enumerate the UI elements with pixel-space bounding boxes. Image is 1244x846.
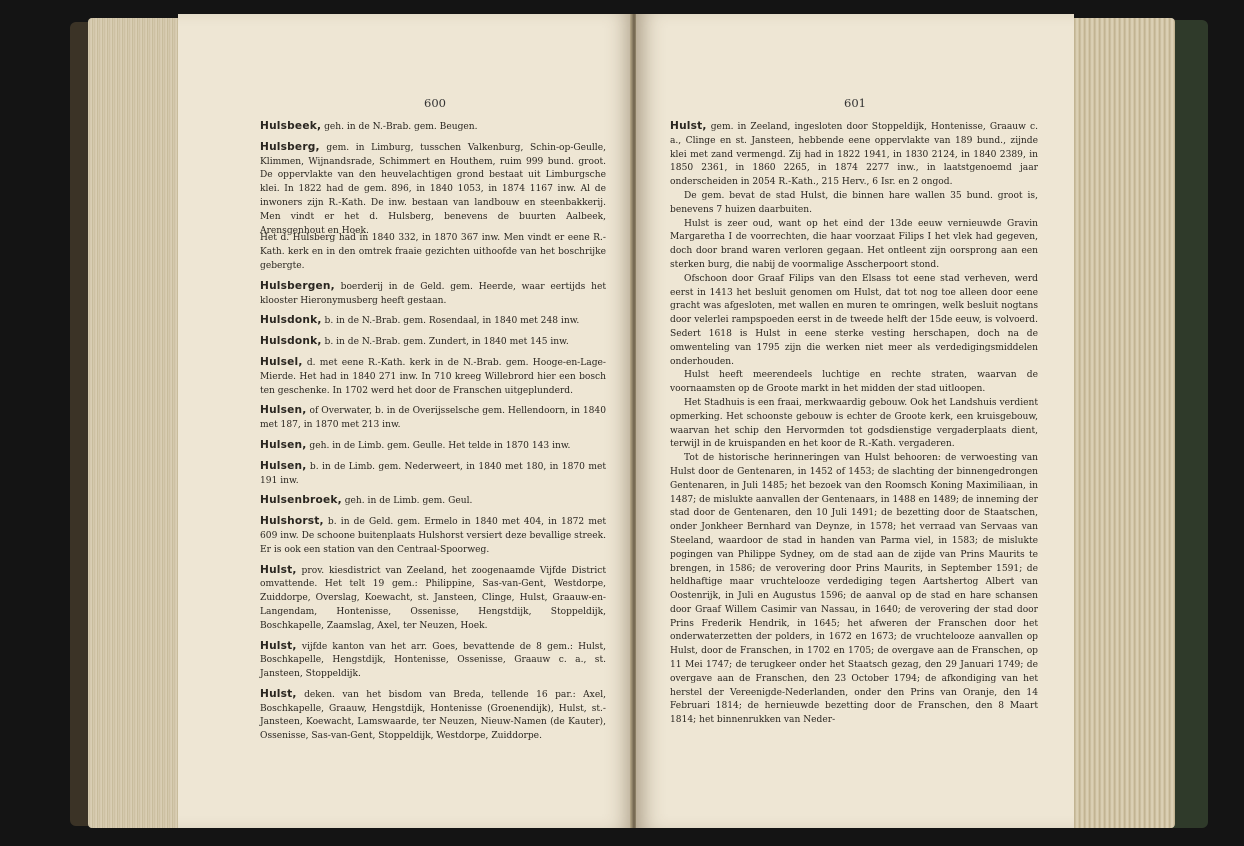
- entry-body: b. in de Limb. gem. Nederweert, in 1840 met 180, in 1870 met 191 inw.: [260, 461, 606, 486]
- entry-body: b. in de Geld. gem. Ermelo in 1840 met 404, in 1872 met 609 inw. De schoone buitenplaats Hulshorst versiert deze bevallige streek. Er is ook een station van den Centraal-Spoorweg.: [260, 517, 606, 555]
- article-paragraph: [670, 273, 1038, 370]
- dictionary-entry: [260, 141, 606, 239]
- dictionary-entry: [260, 494, 606, 509]
- entry-body: b. in de N.-Brab. gem. Rosendaal, in 1840 met 248 inw.: [321, 316, 580, 327]
- right-page: [636, 14, 1074, 828]
- article-paragraph: [670, 218, 1038, 273]
- entry-body: deken. van het bisdom van Breda, tellende 16 par.: Axel, Boschkapelle, Graauw, Hengstdijk, Hontenisse (Groenendijk), Hulst, st.-Jansteen, Koewacht, Lamswaarde, ter Neuzen, Nieuw-Namen (de Kauter), Ossenisse, Sas-van-Gent, Stoppeldijk, Westdorpe, Zuiddorpe.: [260, 689, 606, 742]
- dictionary-entry: [260, 439, 606, 454]
- dictionary-entry: [260, 120, 606, 135]
- entry-body: b. in de N.-Brab. gem. Zundert, in 1840 met 145 inw.: [321, 337, 569, 348]
- paragraph-text: gem. in Zeeland, ingesloten door Stoppeldijk, Hontenisse, Graauw c. a., Clinge en st. Jansteen, hebbende eene oppervlakte van 189 bund., zijnde klei met zand vermengd. Zij had in 1822 1941, in 1830 2124, in 1840 2389, in 1850 2361, in 1860 2265, in 1874 2277 inw., in laatstgenoemd jaar onderscheiden in 2054 R.-Kath., 215 Herv., 6 Isr. en 2 ongod.: [670, 122, 1038, 188]
- entry-headword: Hulshorst,: [260, 515, 324, 528]
- paragraph-text: De gem. bevat de stad Hulst, die binnen hare wallen 35 bund. groot is, benevens 7 huizen daarbuiten.: [670, 190, 1038, 215]
- entry-body: vijfde kanton van het arr. Goes, bevattende de 8 gem.: Hulst, Boschkapelle, Hengstdijk, Hontenisse, Ossenisse, Graauw c. a., st. Jansteen, Stoppeldijk.: [260, 641, 606, 680]
- dictionary-entry: [260, 356, 606, 398]
- entry-headword: Hulsbeek,: [260, 120, 322, 132]
- dictionary-entry: [260, 515, 606, 557]
- entry-body: geh. in de Limb. gem. Geul.: [341, 496, 473, 507]
- right-page-text: [670, 120, 1038, 728]
- entry-headword: Hulsbergen,: [260, 279, 335, 292]
- entry-headword: Hulsenbroek,: [260, 494, 342, 507]
- dictionary-entry: [260, 314, 606, 329]
- dictionary-entry: [260, 335, 606, 350]
- dictionary-entry: [260, 280, 606, 309]
- entry-headword: Hulst,: [260, 687, 297, 700]
- entry-headword: Hulsen,: [260, 459, 307, 472]
- page-block-edge-right: [1070, 18, 1175, 828]
- entry-headword: Hulst,: [670, 120, 707, 132]
- paragraph-text: Hulst is zeer oud, want op het eind der 13de eeuw vernieuwde Gravin Margaretha I de voorrechten, die haar voorzaat Filips I het vlek had gegeven, doch door brand waren verloren gegaan. Het ontleent zijn oorsprong aan een sterken burg, die nabij de voormalige Asscherpoort stond.: [670, 218, 1038, 270]
- entry-headword: Hulsdonk,: [260, 335, 322, 348]
- entry-headword: Hulst,: [260, 563, 297, 576]
- entry-body: boerderij in de Geld. gem. Heerde, waar eertijds het klooster Hieronymusberg heeft gestaan.: [260, 281, 606, 306]
- dictionary-entry: [260, 688, 606, 744]
- paragraph-text: Ofschoon door Graaf Filips van den Elsass tot eene stad verheven, werd eerst in 1413 het besluit genomen om Hulst, dat tot nog toe alleen door eene gracht was afgesloten, met wallen en muren te omringen, welk besluit nogtans door velerlei rampspoeden eerst in de tweede helft der 15de eeuw, is volvoerd. Sedert 1618 is Hulst in eene sterke vesting herschapen, doch na de omwenteling van 1795 zijn die werken niet meer als verdedigingsmiddelen onderhouden.: [670, 273, 1038, 367]
- paragraph-text: Het Stadhuis is een fraai, merkwaardig gebouw. Ook het Landshuis verdient opmerking. Het schoonste gebouw is echter de Groote kerk, een kruisgebouw, waarvan het schip den Hervormden tot godsdienstige vergaderplaats dient, terwijl in de kruispanden en het koor de R.-Kath. vergaderen.: [670, 397, 1038, 450]
- paragraph-text: Hulst heeft meerendeels luchtige en rechte straten, waarvan de voornaamsten op de Groote markt in het midden der stad uitloopen.: [670, 370, 1038, 395]
- dictionary-entry: [260, 232, 606, 273]
- entry-body: Het d. Hulsberg had in 1840 332, in 1870 367 inw. Men vindt er eene R.-Kath. kerk en in den omtrek fraaie gezichten uithoofde van het boschrijke gebergte.: [260, 233, 606, 271]
- entry-body: gem. in Limburg, tusschen Valkenburg, Schin-op-Geulle, Klimmen, Wijnandsrade, Schimmert en Houthem, ruim 999 bund. groot. De oppervlakte van den heuvelachtigen grond bestaat uit Limburgsche klei. In 1822 had de gem. 896, in 1840 1053, in 1874 1167 inw. Al de inwoners zijn R.-Kath. De inw. bestaan van landbouw en steenbakkerij. Men vindt er het d. Hulsberg, benevens de buurten Aalbeek, Arensgenhout en Hoek.: [260, 142, 606, 236]
- entry-body: geh. in de N.-Brab. gem. Beugen.: [321, 122, 478, 132]
- entry-body: prov. kiesdistrict van Zeeland, het zoogenaamde Vijfde District omvattende. Het telt 19 gem.: Philippine, Sas-van-Gent, Westdorpe, Zuiddorpe, Overslag, Koewacht, st. Jansteen, Clinge, Hulst, Graauw-en-Langendam, Hontenisse, Ossenisse, Hengstdijk, Stoppeldijk, Boschkapelle, Zaamslag, Axel, ter Neuzen, Hoek.: [260, 565, 606, 631]
- article-paragraph: [670, 452, 1038, 728]
- left-page-text: [260, 120, 606, 750]
- left-page: [178, 14, 634, 828]
- article-paragraph: [670, 369, 1038, 397]
- entry-headword: Hulsen,: [260, 438, 307, 451]
- article-paragraph: [670, 190, 1038, 218]
- article-paragraph: [670, 397, 1038, 452]
- dictionary-entry: [260, 564, 606, 634]
- entry-headword: Hulsel,: [260, 355, 303, 368]
- page-number-right: 601: [844, 96, 866, 110]
- entry-headword: Hulsen,: [260, 404, 307, 417]
- entry-headword: Hulsberg,: [260, 140, 320, 153]
- entry-body: d. met eene R.-Kath. kerk in de N.-Brab. gem. Hooge-en-Lage-Mierde. Het had in 1840 271 inw. In 710 kreeg Willebrord hier een bosch ten geschenke. In 1702 werd het door de Franschen uitgeplunderd.: [260, 357, 606, 396]
- entry-body: geh. in de Limb. gem. Geulle. Het telde in 1870 143 inw.: [306, 440, 571, 451]
- entry-headword: Hulsdonk,: [260, 314, 322, 327]
- page-block-edge-left: [88, 18, 180, 828]
- paragraph-text: Tot de historische herinneringen van Hulst behooren: de verwoesting van Hulst door de Gentenaren, in 1452 of 1453; de slachting der binnengedrongen Gentenaren, in Juli 1485; het bezoek van den Roomsch Koning Maximiliaan, in 1487; de mislukte aanvallen der Gentenaars, in 1488 en 1489; de inneming der stad door de Gentenaren, den 10 Juli 1491; de bezetting door de Staatschen, onder Jonkheer Bernhard van Deynze, in 1578; het verraad van Servaas van Steeland, waardoor de stad in handen van Parma viel, in 1583; de mislukte pogingen van Philippe Sydney, om de stad aan de zijde van Prins Maurits te brengen, in 1586; de verovering door Prins Maurits, in September 1591; de heldhaftige maar vruchtelooze verdediging tegen Aartshertog Albert van Oostenrijk, in Juli en Augustus 1596; de aanval op de stad en hare schansen door Graaf Willem Casimir van Nassau, in 1640; de verovering der stad door Prins Frederik Hendrik, in 1645; het afweren der Franschen door het onderwaterzetten der polders, in 1672 en 1673; de vruchtelooze aanvallen op Hulst, door de Franschen, in 1702 en 1705; de overgave aan de Franschen, op 11 Mei 1747; de terugkeer onder het Staatsch gezag, den 29 Januari 1749; de overgave aan de Franschen, den 23 October 1794; de afkondiging van het herstel der Vereenigde-Nederlanden, onder den Prins van Oranje, den 14 Februari 1814; de hernieuwde bezetting door de Franschen, den 8 Maart 1814; het binnenrukken van Neder-: [670, 453, 1038, 726]
- dictionary-entry: [260, 404, 606, 433]
- dictionary-entry: [260, 460, 606, 489]
- article-paragraph: [670, 120, 1038, 190]
- dictionary-entry: [260, 640, 606, 682]
- page-number-left: 600: [424, 96, 446, 110]
- entry-headword: Hulst,: [260, 639, 297, 652]
- entry-body: of Overwater, b. in de Overijsselsche gem. Hellendoorn, in 1840 met 187, in 1870 met 213 inw.: [260, 406, 606, 431]
